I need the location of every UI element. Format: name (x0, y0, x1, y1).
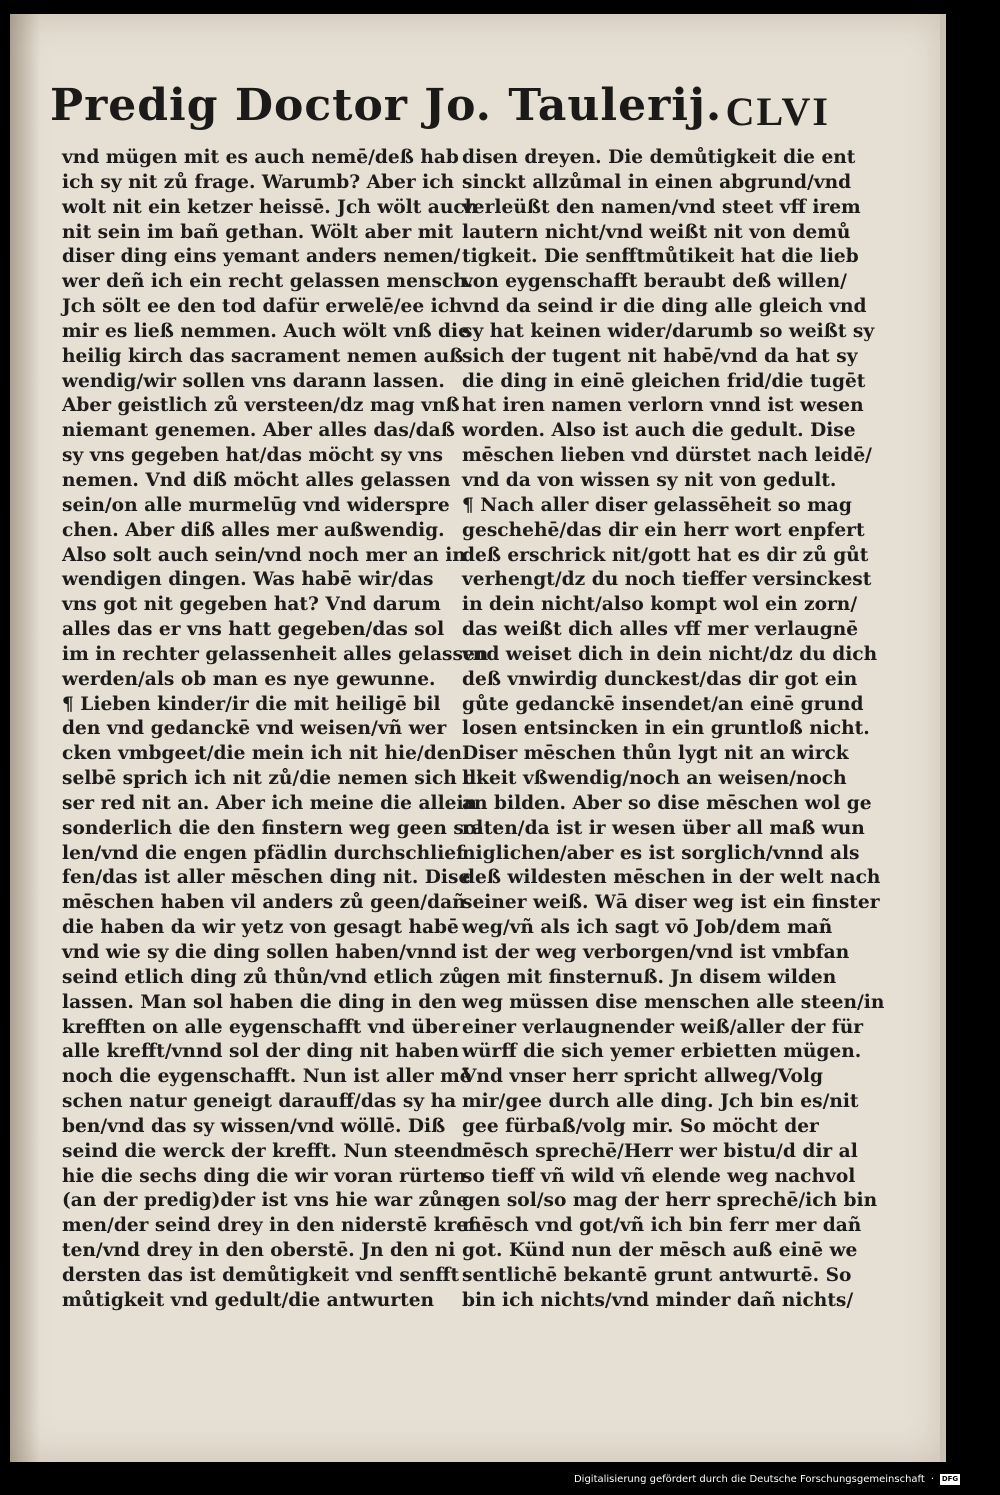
text-line: ist der weg verborgen/vnd ist vmbfan (462, 942, 850, 963)
text-line: noch die eygenschafft. Nun ist aller mē (62, 1066, 472, 1088)
text-line: cken vmbgeet/die mein ich nit hie/den (62, 743, 463, 765)
text-line: in dein nicht/also kompt wol ein zorn/ (462, 594, 858, 616)
text-line: disen dreyen. Die demůtigkeit die ent (462, 147, 856, 168)
folio-number: CLVI (725, 89, 830, 134)
text-line: weg müssen dise menschen alle steen/in (462, 991, 885, 1013)
text-line: deß vnwirdig dunckest/das dir got ein (462, 668, 858, 690)
text-line: wolt nit ein ketzer heissē. Jch wölt auch (62, 196, 479, 218)
text-line: losen entsincken in ein gruntloß nicht. (462, 718, 870, 740)
text-line: wendig/wir sollen vns darann lassen. (62, 370, 445, 392)
text-line: lautern nicht/vnd weißt nit von demů (462, 221, 851, 243)
text-line: hat iren namen verlorn vnnd ist wesen (462, 395, 864, 417)
text-line: sy hat keinen wider/darumb so weißt sy (462, 320, 875, 342)
text-line: vnd da von wissen sy nit von gedult. (462, 469, 837, 491)
text-line: dersten das ist demůtigkeit vnd senfft (62, 1264, 460, 1286)
text-line: men/der seind drey in den niderstē kref (62, 1215, 477, 1237)
text-line: mir/gee durch alle ding. Jch bin es/nit (462, 1091, 859, 1113)
text-line: gen sol/so mag der herr sprechē/ich bin (462, 1190, 878, 1212)
text-line: deß erschrick nit/gott hat es dir zů gůt (462, 544, 869, 566)
text-line: Also solt auch sein/vnd noch mer an in (62, 544, 466, 566)
text-line: die ding in einē gleichen frid/die tugēt (462, 370, 866, 392)
text-line: chen. Aber diß alles mer außwendig. (62, 519, 445, 541)
text-line: würff die sich yemer erbietten mügen. (462, 1041, 862, 1063)
text-line: hie die sechs ding die wir voran rürten (62, 1165, 467, 1187)
running-head (50, 80, 830, 150)
text-line: gen mit finsternuß. Jn disem wilden (462, 966, 837, 988)
text-line: sein/on alle murmelūg vnd widerspre (62, 494, 450, 516)
text-line: werden/als ob man es nye gewunne. (62, 668, 436, 690)
text-line: seind die werck der krefft. Nun steend (62, 1140, 464, 1162)
funding-note: Digitalisierung gefördert durch die Deutsche Forschungsgemeinschaft (573, 1474, 925, 1485)
text-line: likeit vßwendig/noch an weisen/noch (462, 768, 847, 790)
text-line: von eygenschafft beraubt deß willen/ (462, 271, 847, 293)
text-line: seiner weiß. Wā diser weg ist ein finster (462, 892, 880, 914)
text-line: len/vnd die engen pfädlin durchschlief (62, 842, 465, 864)
text-line: nemen. Vnd diß möcht alles gelassen (62, 469, 451, 491)
text-line: sy vns gegeben hat/das möcht sy vns (62, 445, 443, 467)
text-line: vnd da seind ir die ding alle gleich vnd (462, 296, 867, 318)
text-line: heilig kirch das sacrament nemen auß (62, 345, 464, 367)
text-line: selbē sprich ich nit zů/die nemen sich di (62, 768, 484, 790)
text-line: sentlichē bekantē grunt antwurtē. So (462, 1264, 852, 1286)
text-line: wer deñ ich ein recht gelassen mensch. (62, 271, 474, 293)
text-line: got. Künd nun der mēsch auß einē we (462, 1240, 858, 1262)
text-line: im in rechter gelassenheit alles gelassen (62, 643, 489, 665)
text-line: tigkeit. Die senfftmůtikeit hat die lieb (462, 246, 859, 268)
text-line: fen/das ist aller mēschen ding nit. Dise (62, 867, 471, 889)
text-line: Aber geistlich zů versteen/dz mag vnß (62, 395, 460, 417)
text-line: mēsch sprechē/Herr wer bistu/d dir al (462, 1140, 858, 1162)
text-line: alles das er vns hatt gegeben/das sol (62, 619, 445, 641)
text-line: alle krefft/vnnd sol der ding nit haben (62, 1041, 460, 1063)
text-line: ben/vnd das sy wissen/vnd wöllē. Diß (62, 1115, 446, 1137)
text-line: an bilden. Aber so dise mēschen wol ge (462, 792, 872, 814)
text-line: bin ich nichts/vnd minder dañ nichts/ (462, 1289, 854, 1311)
text-line: mēschen haben vil anders zů geen/dañ (62, 892, 466, 914)
text-line: ich sy nit zů frage. Warumb? Aber ich (62, 171, 455, 193)
text-line: die haben da wir yetz von gesagt habē (62, 917, 459, 939)
text-line: sinckt allzůmal in einen abgrund/vnd (462, 171, 852, 193)
text-line: vnd weiset dich in dein nicht/dz du dich (462, 643, 878, 665)
gutter-shadow (10, 14, 40, 1462)
text-line: worden. Also ist auch die gedult. Dise (462, 420, 856, 442)
text-line: seind etlich ding zů thůn/vnd etlich zů (62, 966, 464, 988)
text-line: schen natur geneigt darauff/das sy ha (62, 1091, 457, 1113)
text-line: Vnd vnser herr spricht allweg/Volg (462, 1066, 823, 1088)
text-line: krefften on alle eygenschafft vnd über (62, 1016, 460, 1038)
text-line: das weißt dich alles vff mer verlaugnē (462, 619, 859, 641)
text-line: ten/vnd drey in den oberstē. Jn den ni (62, 1240, 456, 1262)
text-line: vns got nit gegeben hat? Vnd darum (62, 594, 441, 616)
text-line: (an der predig)der ist vns hie war zůne (62, 1190, 469, 1212)
text-line: vnd mügen mit es auch nemē/deß hab (62, 147, 459, 168)
book-page (10, 14, 946, 1462)
page-title: Predig Doctor Jo. Taulerij. (50, 80, 723, 131)
text-column-left (62, 146, 489, 1314)
footer-credit: Digitalisierung gefördert durch die Deutsche Forschungsgemeinschaft · DFG (573, 1474, 959, 1485)
text-line: niglichen/aber es ist sorglich/vnnd als (462, 842, 860, 864)
text-line: raten/da ist ir wesen über all maß wun (462, 817, 865, 839)
text-line: weg/vñ als ich sagt vō Job/dem mañ (462, 917, 833, 939)
text-line: niemant genemen. Aber alles das/daß (62, 420, 455, 442)
text-line: můtigkeit vnd gedult/die antwurten (62, 1289, 435, 1311)
text-line: mir es ließ nemmen. Auch wölt vnß die (62, 320, 470, 342)
text-line: geschehē/das dir ein herr wort enpfert (462, 519, 865, 541)
text-line: vnd wie sy die ding sollen haben/vnnd (62, 942, 457, 963)
dfg-logo: DFG (941, 1475, 959, 1483)
text-line: gee fürbaß/volg mir. So möcht der (462, 1115, 819, 1137)
text-line: gůte gedanckē insendet/an einē grund (462, 693, 864, 715)
text-line: den vnd gedanckē vnd weisen/vñ wer (62, 718, 447, 740)
text-line: deß wildesten mēschen in der welt nach (462, 867, 881, 889)
text-line: nit sein im bañ gethan. Wölt aber mit (62, 221, 454, 243)
text-line: verhengt/dz du noch tieffer versinckest (462, 569, 872, 591)
text-line: wendigen dingen. Was habē wir/das (62, 569, 434, 591)
text-line: einer verlaugnender weiß/aller der für (462, 1016, 864, 1038)
text-line: mēsch vnd got/vñ ich bin ferr mer dañ (462, 1215, 862, 1237)
text-line: mēschen lieben vnd dürstet nach leidē/ (462, 445, 872, 467)
text-line: ¶ Lieben kinder/ir die mit heiligē bil (62, 693, 441, 715)
text-line: verleüßt den namen/vnd steet vff irem (462, 196, 861, 218)
text-line: ser red nit an. Aber ich meine die allein (62, 792, 478, 814)
text-line: diser ding eins yemant anders nemen/ (62, 246, 461, 268)
text-line: so tieff vñ wild vñ elende weg nachvol (462, 1165, 856, 1187)
text-line: ¶ Nach aller diser gelassēheit so mag (462, 494, 852, 516)
text-line: sich der tugent nit habē/vnd da hat sy (462, 345, 858, 367)
page-edge (940, 14, 946, 1462)
text-line: sonderlich die den finstern weg geen sol (62, 817, 484, 839)
text-line: Diser mēschen thůn lygt nit an wirck (462, 743, 849, 765)
text-column-right (462, 146, 885, 1314)
text-line: lassen. Man sol haben die ding in den (62, 991, 457, 1013)
text-line: Jch sölt ee den tod dafür erwelē/ee ich (62, 296, 463, 318)
